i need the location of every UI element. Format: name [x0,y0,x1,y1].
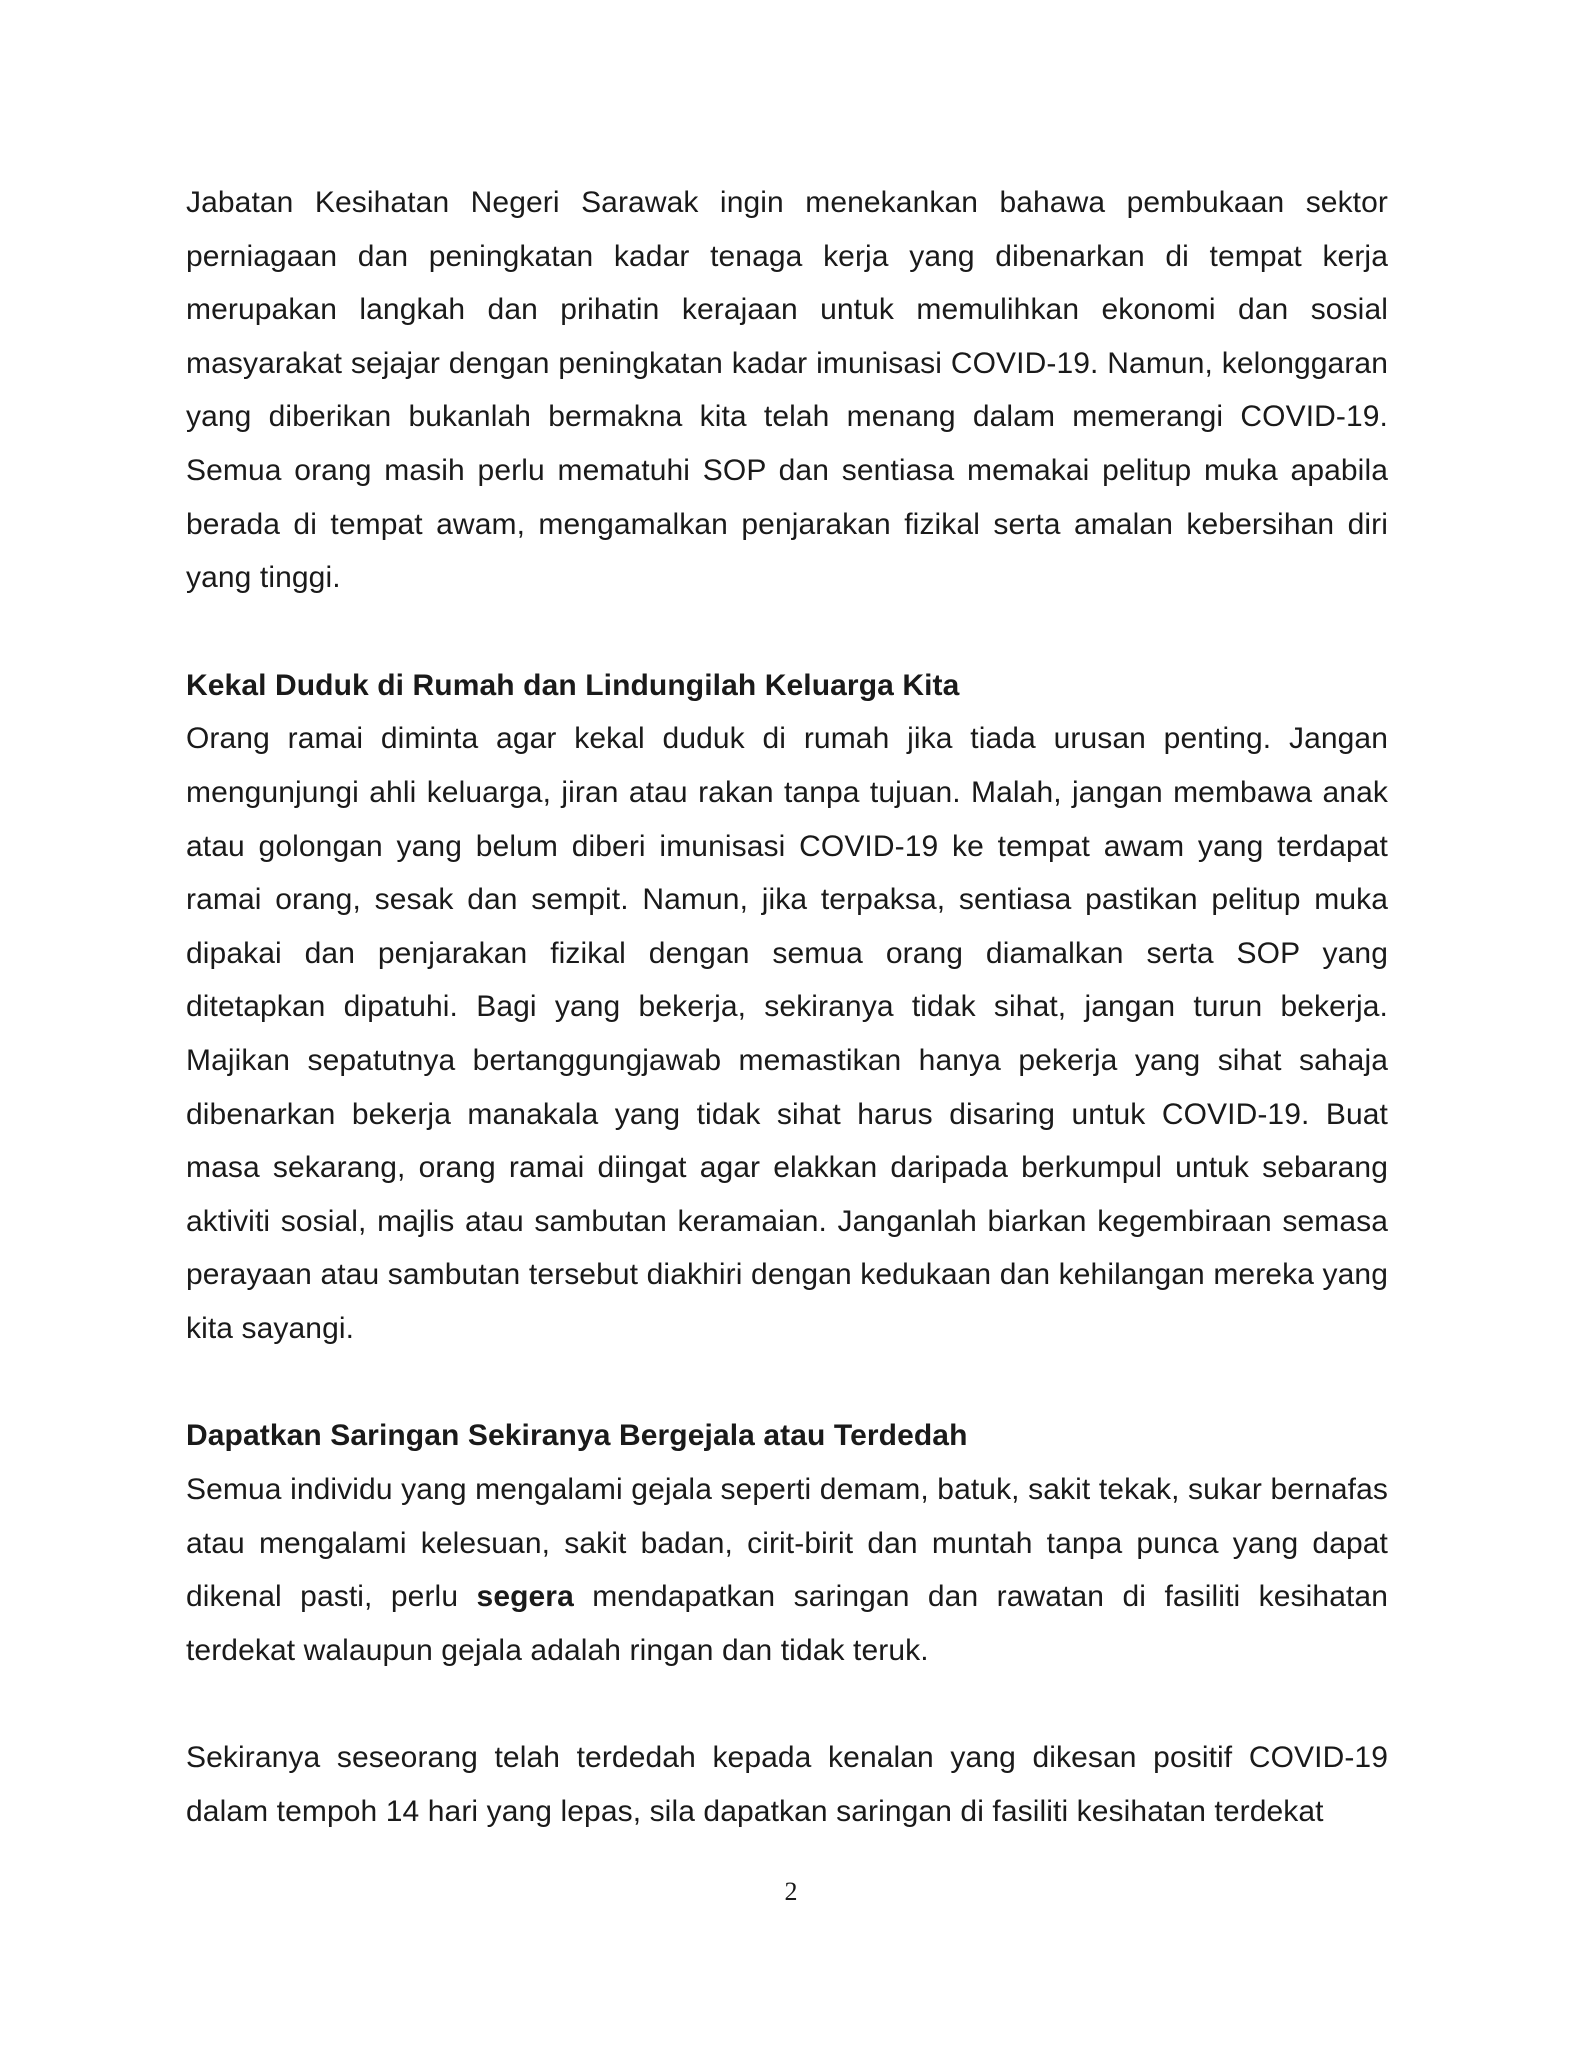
page-number: 2 [784,1877,798,1906]
screening-text-end: mendapatkan saringan dan rawatan di fasiliti kesihatan terdekat walaupun gejala adalah ringan dan tidak teruk. [186,1580,1389,1667]
paragraph-spacer [186,1355,1388,1409]
exposure-paragraph: Sekiranya seseorang telah terdedah kepada kenalan yang dikesan positif COVID-19 dalam tempoh 14 hari yang lepas, sila dapatkan saringan di fasiliti kesihatan terdekat [186,1741,1388,1829]
section-heading-screening: Dapatkan Saringan Sekiranya Bergejala atau Terdedah [186,1419,968,1453]
screening-emphasis: segera [476,1580,574,1614]
screening-paragraph [186,1463,1388,1677]
stay-home-paragraph: Orang ramai diminta agar kekal duduk di rumah jika tiada urusan penting. Jangan mengunjungi ahli keluarga, jiran atau rakan tanpa tujuan. Malah, jangan membawa anak atau golongan yang belum diberi imunisasi COVID-19 ke tempat awam yang terdapat ramai orang, sesak dan sempit. Namun, jika terpaksa, sentiasa pastikan pelitup muka dipakai dan penjarakan fizikal dengan semua orang diamalkan serta SOP yang ditetapkan dipatuhi. Bagi yang bekerja, sekiranya tidak sihat, jangan turun bekerja. Majikan sepatutnya bertanggungjawab memastikan hanya pekerja yang sihat sahaja dibenarkan bekerja manakala yang tidak sihat harus disaring untuk COVID-19. Buat masa sekarang, orang ramai diingat agar elakkan daripada berkumpul untuk sebarang aktiviti sosial, majlis atau sambutan keramaian. Janganlah biarkan kegembiraan semasa perayaan atau sambutan tersebut diakhiri dengan kedukaan dan kehilangan mereka yang kita sayangi. [186,722,1388,1345]
section-heading-stay-home: Kekal Duduk di Rumah dan Lindungilah Keluarga Kita [186,668,960,702]
paragraph-spacer [186,1677,1388,1731]
screening-text-start: Semua individu yang mengalami gejala seperti demam, batuk, sakit tekak, sukar bernafas atau mengalami kelesuan, sakit badan, cirit-birit dan muntah tanpa punca yang dapat dikenal pasti, perlu [186,1473,1388,1614]
paragraph-spacer [186,605,1388,659]
page-content [186,176,1388,1839]
intro-paragraph: Jabatan Kesihatan Negeri Sarawak ingin menekankan bahawa pembukaan sektor perniagaan dan peningkatan kadar tenaga kerja yang dibenarkan di tempat kerja merupakan langkah dan prihatin kerajaan untuk memulihkan ekonomi dan sosial masyarakat sejajar dengan peningkatan kadar imunisasi COVID-19. Namun, kelonggaran yang diberikan bukanlah bermakna kita telah menang dalam memerangi COVID-19. Semua orang masih perlu mematuhi SOP dan sentiasa memakai pelitup muka apabila berada di tempat awam, mengamalkan penjarakan fizikal serta amalan kebersihan diri yang tinggi. [186,186,1388,595]
